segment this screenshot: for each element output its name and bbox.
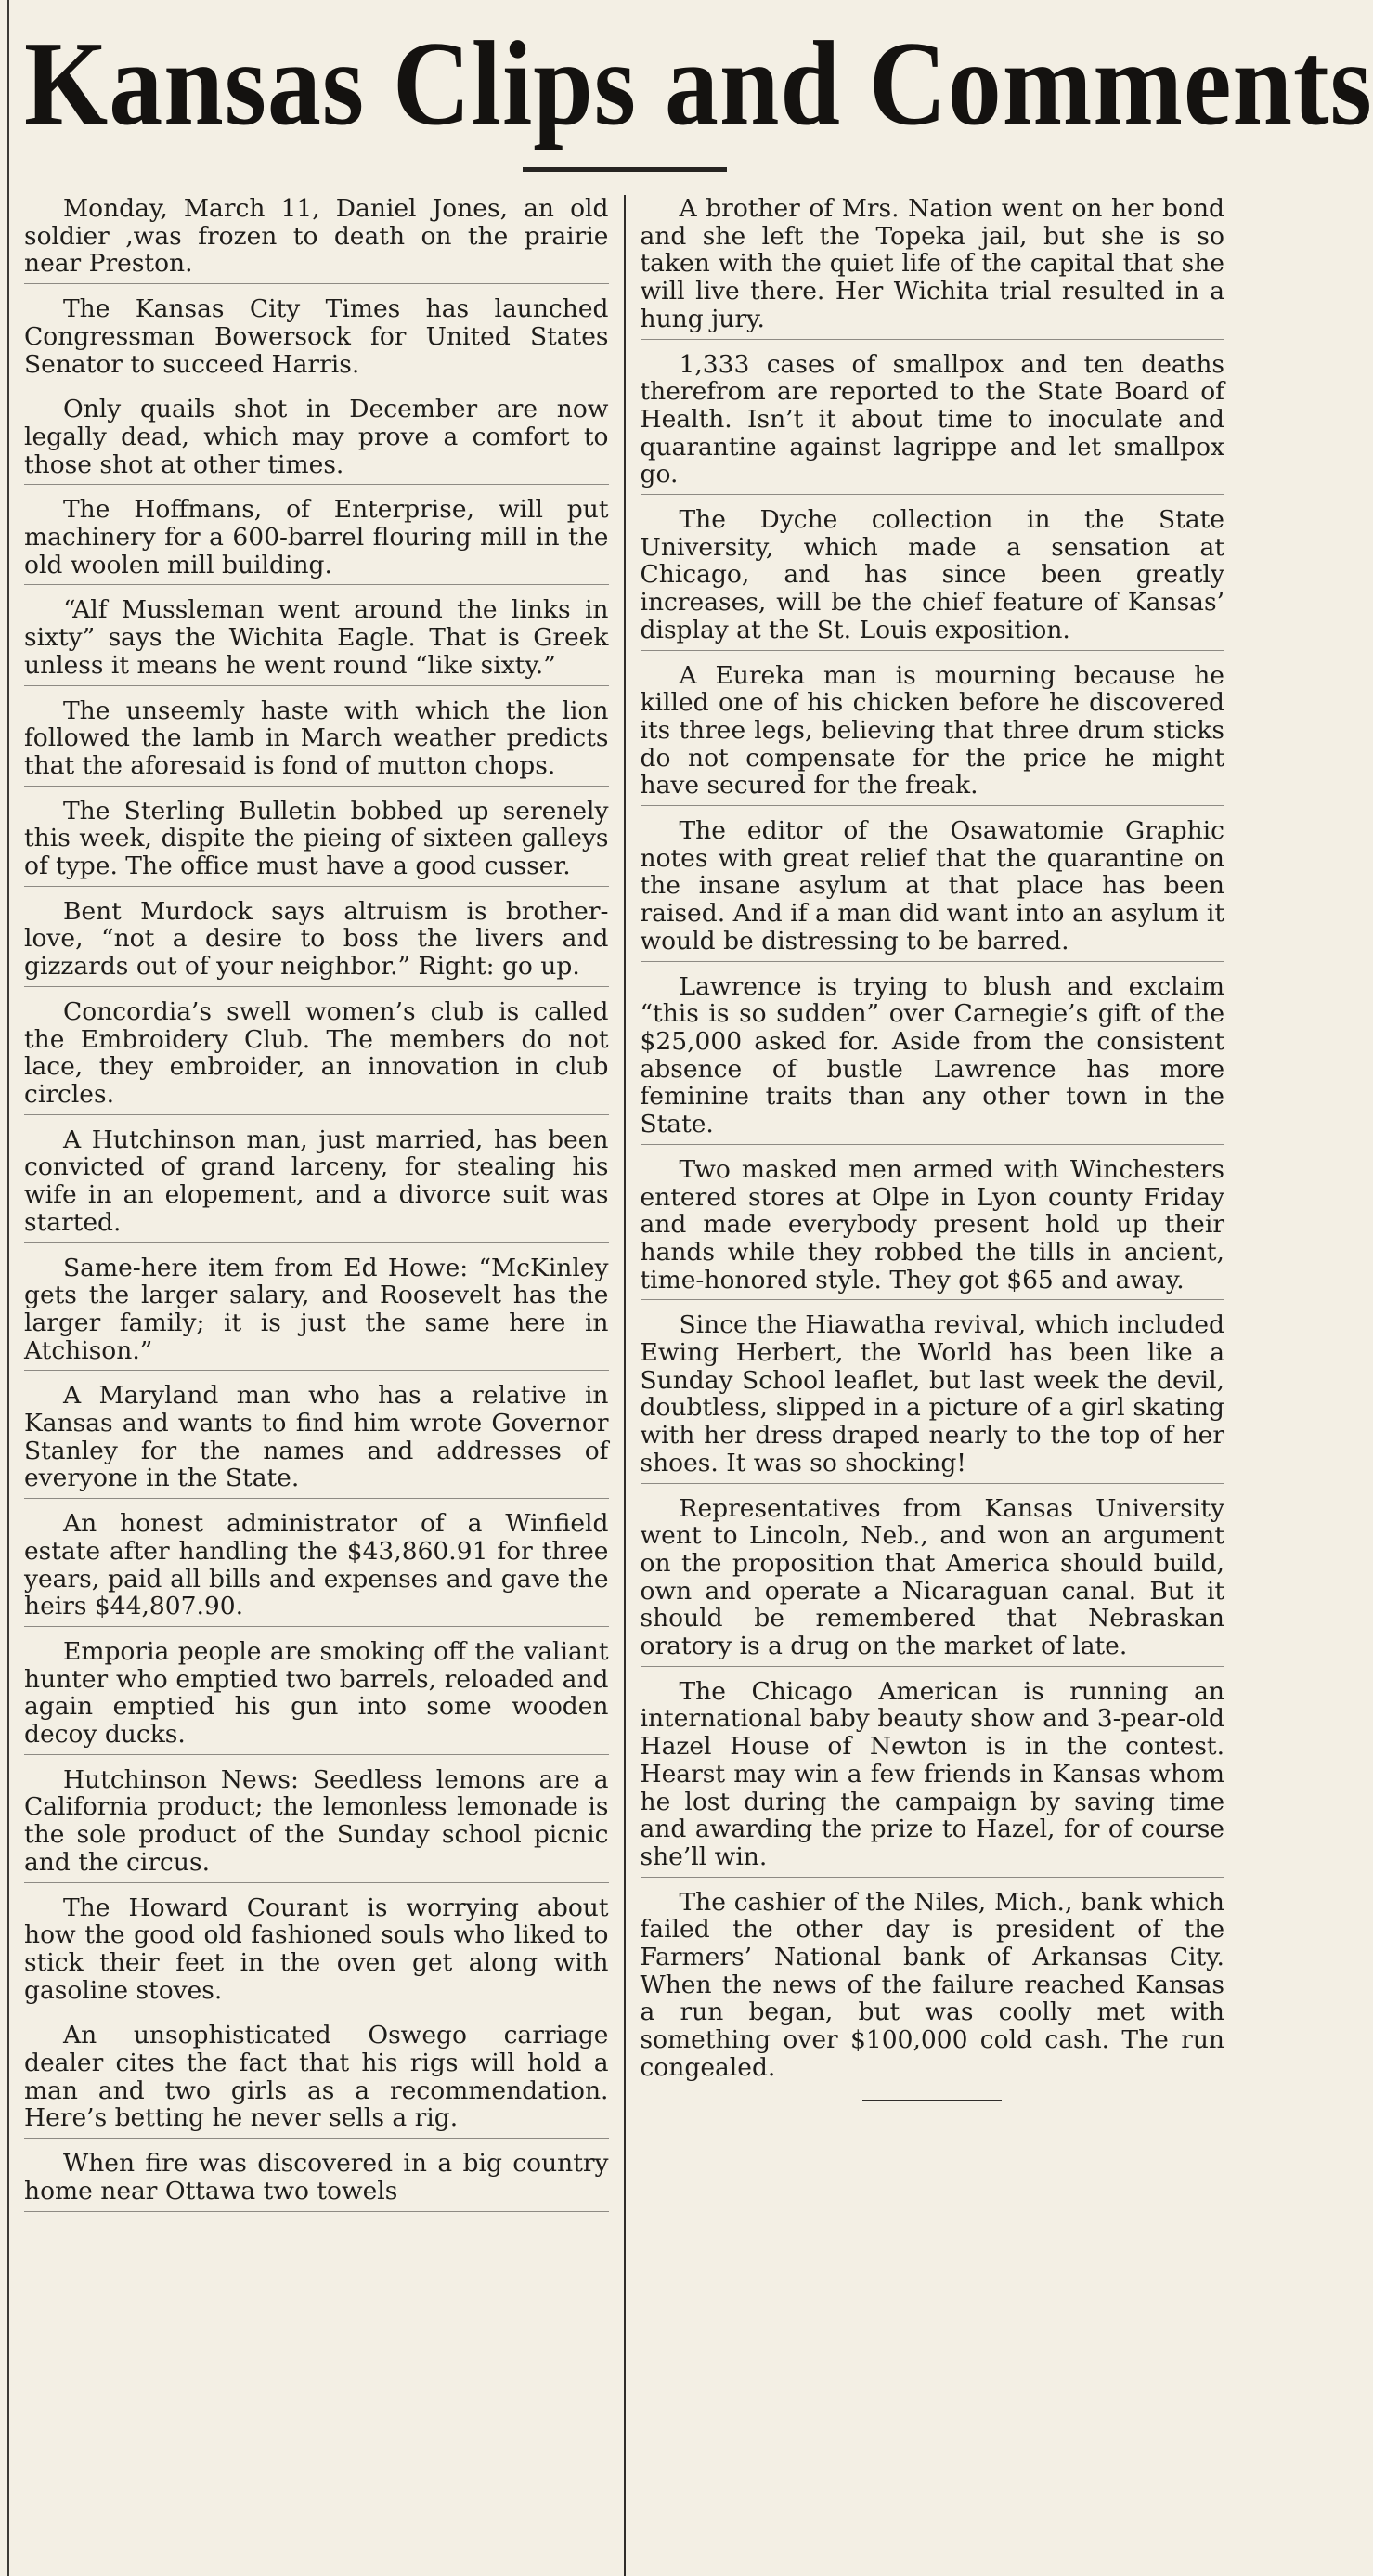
news-item: The Dyche collection in the State University, which made a sensation at Chicago, and has since been greatly increases, will be the chief feature of Kansas’ display at the St. Louis exposition. xyxy=(641,506,1225,651)
columns xyxy=(24,195,1224,2576)
left-column xyxy=(24,195,624,2576)
news-item: The editor of the Osawatomie Graphic notes with great relief that the quarantine on the insane asylum at that place has been raised. And if a man did want into an asylum it would be distressing to be barred. xyxy=(641,817,1225,962)
right-column xyxy=(626,195,1225,2576)
news-item: An unsophisticated Oswego carriage dealer cites the fact that his rigs will hold a man and two girls as a recommendation. Here’s betting he never sells a rig. xyxy=(24,2022,609,2139)
news-item: Concordia’s swell women’s club is called the Embroidery Club. The members do not lace, they embroider, an innovation in club circles. xyxy=(24,998,609,1115)
end-rule xyxy=(862,2100,1002,2101)
headline: Kansas Clips and Comments xyxy=(24,18,1373,151)
news-item: A Eureka man is mourning because he killed one of his chicken before he discovered its three legs, believing that three drum sticks do not compensate for the price he might have secured for the freak. xyxy=(641,662,1225,807)
page-edge-rule xyxy=(7,0,9,2576)
news-item: Hutchinson News: Seedless lemons are a California product; the lemonless lemonade is the sole product of the Sunday school picnic and the circus. xyxy=(24,1766,609,1883)
news-item: When fire was discovered in a big country home near Ottawa two towels xyxy=(24,2150,609,2211)
headline-rule xyxy=(523,167,727,172)
news-item: 1,333 cases of smallpox and ten deaths therefrom are reported to the State Board of Health. Isn’t it about time to inoculate and quarantine against lagrippe and let smallpox go. xyxy=(641,351,1225,496)
news-item: Monday, March 11, Daniel Jones, an old soldier ,was frozen to death on the prairie near Preston. xyxy=(24,195,609,284)
news-item: The Howard Courant is worrying about how the good old fashioned souls who liked to stick their feet in the oven get along with gasoline stoves. xyxy=(24,1894,609,2011)
news-item: “Alf Mussleman went around the links in sixty” says the Wichita Eagle. That is Greek unless it means he went round “like sixty.” xyxy=(24,596,609,685)
news-item: Same-here item from Ed Howe: “McKinley gets the larger salary, and Roosevelt has the larger family; it is just the same here in Atchison.” xyxy=(24,1255,609,1372)
news-item: Bent Murdock says altruism is brother-love, “not a desire to boss the livers and gizzards out of your neighbor.” Right: go up. xyxy=(24,898,609,987)
news-item: A Hutchinson man, just married, has been convicted of grand larceny, for stealing his wife in an elopement, and a divorce suit was started. xyxy=(24,1126,609,1243)
news-item: The unseemly haste with which the lion followed the lamb in March weather predicts that the aforesaid is fond of mutton chops. xyxy=(24,697,609,787)
news-item: Only quails shot in December are now legally dead, which may prove a comfort to those shot at other times. xyxy=(24,396,609,485)
news-item: The Hoffmans, of Enterprise, will put machinery for a 600-barrel flouring mill in the old woolen mill building. xyxy=(24,496,609,585)
news-item: Two masked men armed with Winchesters entered stores at Olpe in Lyon county Friday and made everybody present hold up their hands while they robbed the tills in ancient, time-honored style. They got $65 and away. xyxy=(641,1156,1225,1301)
news-item: Representatives from Kansas University went to Lincoln, Neb., and won an argument on the proposition that America should build, own and operate a Nicaraguan canal. But it should be remembered that Nebraskan oratory is a drug on the market of late. xyxy=(641,1495,1225,1667)
news-item: The Chicago American is running an international baby beauty show and 3-pear-old Hazel House of Newton is in the contest. Hearst may win a few friends in Kansas whom he lost during the campaign by saving time and awarding the prize to Hazel, for of course she’ll win. xyxy=(641,1678,1225,1878)
news-item: The Kansas City Times has launched Congressman Bowersock for United States Senator to succeed Harris. xyxy=(24,295,609,384)
news-item: An honest administrator of a Winfield estate after handling the $43,860.91 for three years, paid all bills and expenses and gave the heirs $44,807.90. xyxy=(24,1510,609,1627)
news-item: A brother of Mrs. Nation went on her bond and she left the Topeka jail, but she is so taken with the quiet life of the capital that she will live there. Her Wichita trial resulted in a hung jury. xyxy=(641,195,1225,340)
news-item: Since the Hiawatha revival, which included Ewing Herbert, the World has been like a Sunday School leaflet, but last week the devil, doubtless, slipped in a picture of a girl skating with her dress draped nearly to the top of her shoes. It was so shocking! xyxy=(641,1311,1225,1483)
news-item: A Maryland man who has a relative in Kansas and wants to find him wrote Governor Stanley for the names and addresses of everyone in the State. xyxy=(24,1382,609,1499)
news-item: Emporia people are smoking off the valiant hunter who emptied two barrels, reloaded and again emptied his gun into some wooden decoy ducks. xyxy=(24,1638,609,1755)
news-item: Lawrence is trying to blush and exclaim “this is so sudden” over Carnegie’s gift of the $25,000 asked for. Aside from the consistent absence of bustle Lawrence has more feminine traits than any other town in the State. xyxy=(641,973,1225,1145)
news-item: The Sterling Bulletin bobbed up serenely this week, dispite the pieing of sixteen galleys of type. The office must have a good cusser. xyxy=(24,798,609,887)
news-item: The cashier of the Niles, Mich., bank which failed the other day is president of the Farmers’ National bank of Arkansas City. When the news of the failure reached Kansas a run began, but was coolly met with something over $100,000 cold cash. The run congealed. xyxy=(641,1889,1225,2088)
